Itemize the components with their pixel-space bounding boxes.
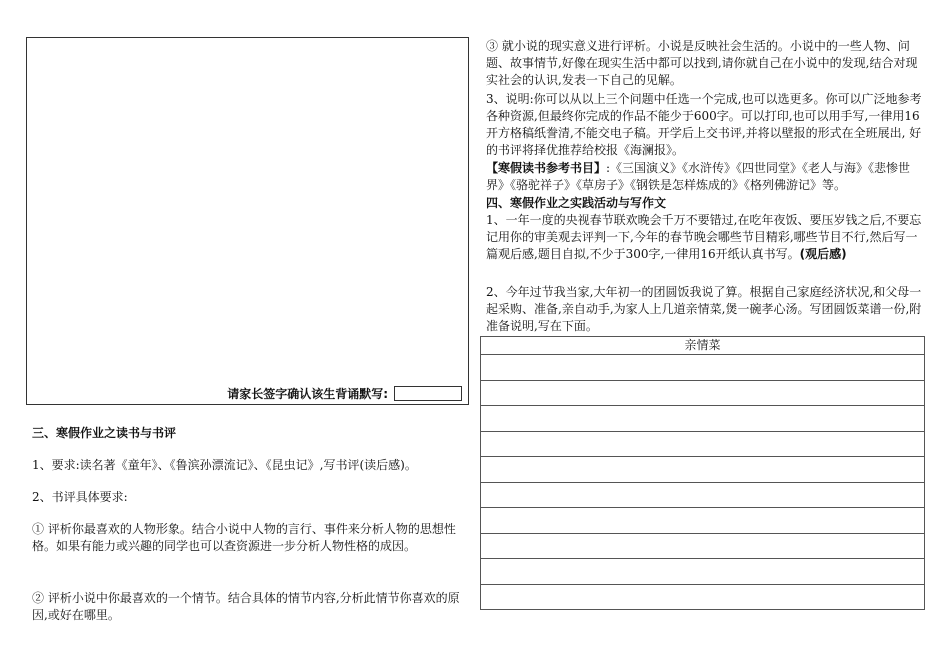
requirement-item-1: ① 评析你最喜欢的人物形象。结合小说中人物的言行、事件来分析人物的思想性格。如果有能力或兴趣的同学也可以查资源进一步分析人物性格的成因。	[32, 522, 456, 553]
family-dish-table	[480, 336, 925, 610]
section4-title: 四、寒假作业之实践活动与写作文	[486, 196, 667, 210]
table-row[interactable]	[481, 406, 925, 432]
table-row[interactable]	[481, 533, 925, 559]
section3-title: 三、寒假作业之读书与书评	[32, 426, 177, 440]
parent-signature-label: 请家长签字确认该生背诵默写:	[227, 387, 388, 401]
requirement-item-2: ② 评析小说中你最喜欢的一个情节。结合具体的情节内容,分析此情节你喜欢的原因,或好在哪里。	[32, 591, 460, 622]
table-row[interactable]	[481, 431, 925, 457]
recitation-box	[26, 37, 469, 405]
task-1-tag: (观后感)	[799, 247, 847, 261]
requirement-2: 2、书评具体要求:	[32, 490, 128, 504]
table-row[interactable]	[481, 355, 925, 381]
task-1-text: 1、一年一度的央视春节联欢晚会千万不要错过,在吃年夜饭、要压岁钱之后,不要忘记用你的审美观去评判一下,今年的春节晚会哪些节目精彩,哪些节目不行,然后写一篇观后感,题目自拟,不少于300字,一律用16开纸认真书写。	[486, 213, 922, 261]
table-row[interactable]	[481, 380, 925, 406]
task-1	[486, 212, 922, 263]
task-2: 2、今年过节我当家,大年初一的团圆饭我说了算。根据自己家庭经济状况,和父母一起采购、准备,亲自动手,为家人上几道亲情菜,煲一碗孝心汤。写团圆饭菜谱一份,附准备说明,写在下面。	[486, 285, 922, 333]
table-header: 亲情菜	[481, 337, 925, 355]
requirement-item-3: ③ 就小说的现实意义进行评析。小说是反映社会生活的。小说中的一些人物、问题、故事情节,好像在现实生活中都可以找到,请你就自己在小说中的发现,结合对现实社会的认识,发表一下自己的见解。	[486, 39, 918, 87]
table-row[interactable]	[481, 482, 925, 508]
requirement-1: 1、要求:读名著《童年》、《鲁滨孙漂流记》、《昆虫记》,写书评(读后感)。	[32, 458, 417, 472]
table-row[interactable]	[481, 457, 925, 483]
note-3: 3、说明:你可以从以上三个问题中任选一个完成,也可以选更多。你可以广泛地参考各种资源,但最终你完成的作品不能少于600字。可以打印,也可以用手写,一律用16开方格稿纸誊清,不能交电子稿。开学后上交书评,并将以壁报的形式在全班展出, 好的书评将择优推荐给校报《海澜报》。	[486, 92, 922, 157]
table-row[interactable]	[481, 559, 925, 585]
table-row[interactable]	[481, 584, 925, 610]
table-row[interactable]	[481, 508, 925, 534]
parent-signature-field[interactable]	[394, 386, 462, 401]
booklist-text: :《三国演义》《水浒传》《四世同堂》《老人与海》《悲惨世界》《骆驼祥子》《草房子》《钢铁是怎样炼成的》《格列佛游记》等。	[486, 161, 911, 192]
booklist	[486, 160, 922, 194]
booklist-label: 【寒假读书参考书目】	[486, 161, 607, 175]
